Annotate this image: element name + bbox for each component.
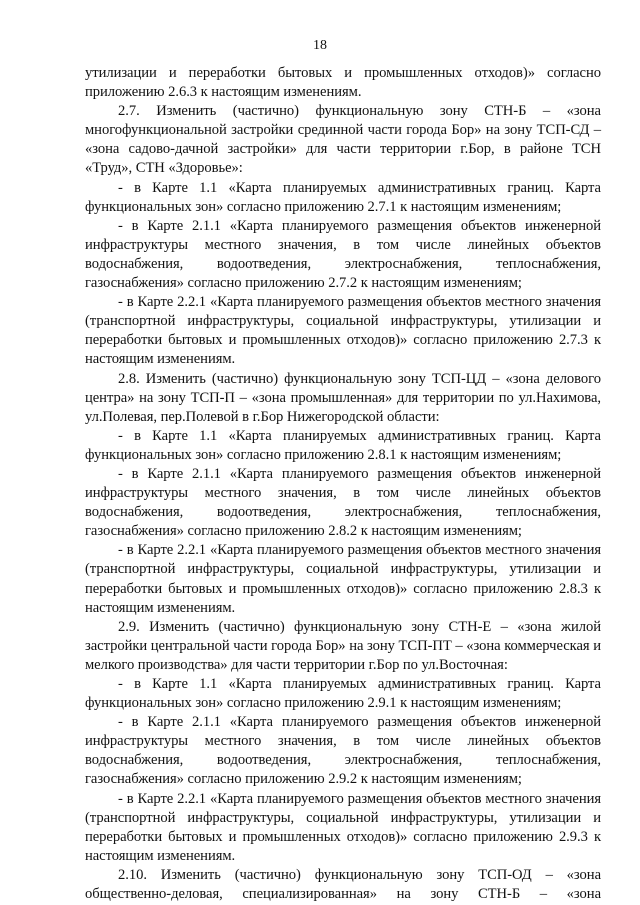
paragraph: 2.8. Изменить (частично) функциональную зону ТСП-ЦД – «зона делового центра» на зону ТСП-П – «зона промышленная» для территории по ул.Нахимова, ул.Полевая, пер.Полевой в г.Бор Нижегородской области:: [85, 370, 601, 425]
paragraph: - в Карте 2.2.1 «Карта планируемого размещения объектов местного значения (транспортной инфраструктуры, социальной инфраструктуры, утилизации и переработки бытовых и промышленных отходов)» согласно приложению 2.7.3 к настоящим изменениям.: [85, 294, 601, 368]
paragraph: - в Карте 2.2.1 «Карта планируемого размещения объектов местного значения (транспортной инфраструктуры, социальной инфраструктуры, утилизации и переработки бытовых и промышленных отходов)» согласно приложению 2.9.3 к настоящим изменениям.: [85, 790, 601, 864]
paragraph: - в Карте 1.1 «Карта планируемых административных границ. Карта функциональных зон» согласно приложению 2.9.1 к настоящим изменениям;: [85, 676, 601, 712]
paragraph: - в Карте 2.2.1 «Карта планируемого размещения объектов местного значения (транспортной инфраструктуры, социальной инфраструктуры, утилизации и переработки бытовых и промышленных отходов)» согласно приложению 2.8.3 к настоящим изменениям.: [85, 542, 601, 616]
paragraph: 2.10. Изменить (частично) функциональную зону ТСП-ОД – «зона общественно-деловая, специализированная» на зону СТН-Б – «зона: [85, 866, 601, 903]
paragraph: утилизации и переработки бытовых и промышленных отходов)» согласно приложению 2.6.3 к настоящим изменениям.: [85, 65, 601, 101]
document-body: [85, 64, 601, 904]
paragraph: 2.7. Изменить (частично) функциональную зону СТН-Б – «зона многофункциональной застройки срединной части города Бор» на зону ТСП-СД – «зона садово-дачной застройки» для части территории г.Бор, в районе ТСН «Труд», СТН «Здоровье»:: [85, 103, 601, 177]
paragraph: - в Карте 2.1.1 «Карта планируемого размещения объектов инженерной инфраструктуры местного значения, в том числе линейных объектов водоснабжения, водоотведения, электроснабжения, теплоснабжения, газоснабжения» согласно приложению 2.9.2 к настоящим изменениям;: [85, 714, 601, 788]
paragraph: - в Карте 2.1.1 «Карта планируемого размещения объектов инженерной инфраструктуры местного значения, в том числе линейных объектов водоснабжения, водоотведения, электроснабжения, теплоснабжения, газоснабжения» согласно приложению 2.7.2 к настоящим изменениям;: [85, 217, 601, 292]
paragraph: - в Карте 2.1.1 «Карта планируемого размещения объектов инженерной инфраструктуры местного значения, в том числе линейных объектов водоснабжения, водоотведения, электроснабжения, теплоснабжения, газоснабжения» согласно приложению 2.8.2 к настоящим изменениям;: [85, 465, 601, 540]
paragraph: - в Карте 1.1 «Карта планируемых административных границ. Карта функциональных зон» согласно приложению 2.7.1 к настоящим изменениям;: [85, 179, 601, 215]
paragraph: 2.9. Изменить (частично) функциональную зону СТН-Е – «зона жилой застройки центральной части города Бор» на зону ТСП-ПТ – «зона коммерческая и мелкого производства» для части территории г.Бор по ул.Восточная:: [85, 618, 601, 673]
page-number: 18: [313, 38, 327, 53]
paragraph: - в Карте 1.1 «Карта планируемых административных границ. Карта функциональных зон» согласно приложению 2.8.1 к настоящим изменениям;: [85, 427, 601, 463]
